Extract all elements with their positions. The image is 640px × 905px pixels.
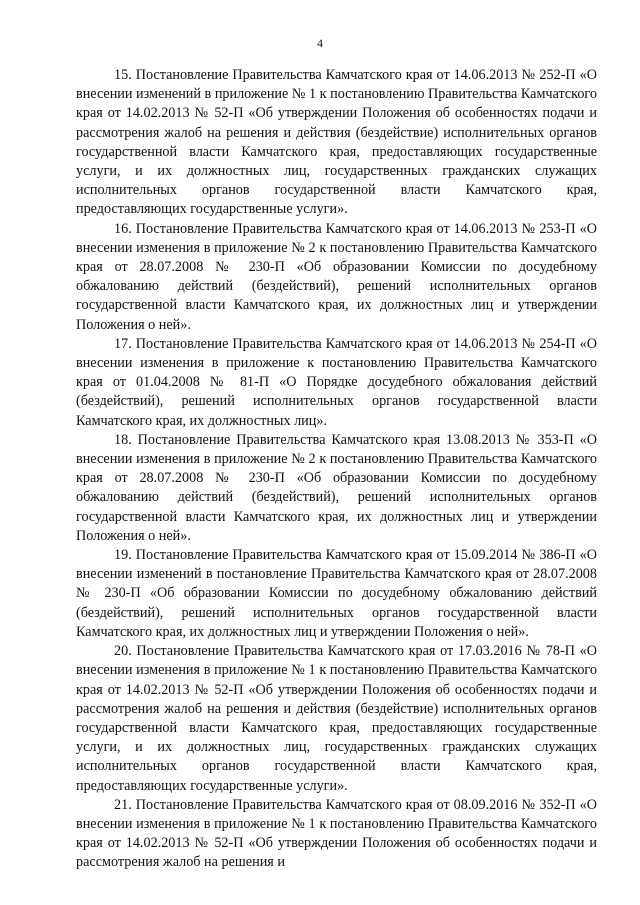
paragraph-17: 17. Постановление Правительства Камчатского края от 14.06.2013 № 254-П «О внесении изменения в приложение к постановлению Правительства Камчатского края от 01.04.2008 № 81-П «О Порядке досудебного обжалования действий (бездействий), решений исполнительных органов государственной власти Камчатского края, их должностных лиц». xyxy=(76,335,597,429)
paragraph-15: 15. Постановление Правительства Камчатского края от 14.06.2013 № 252-П «О внесении изменений в приложение № 1 к постановлению Правительства Камчатского края от 14.02.2013 № 52-П «Об утверждении Положения об особенностях подачи и рассмотрения жалоб на решения и действия (бездействие) исполнительных органов государственной власти Камчатского края, предоставляющих государственные услуги, и их должностных лиц, государственных гражданских служащих исполнительных органов государственной власти Камчатского края, предоставляющих государственные услуги». xyxy=(76,67,597,218)
paragraph-21: 21. Постановление Правительства Камчатского края от 08.09.2016 № 352-П «О внесении изменения в приложение № 1 к постановлению Правительства Камчатского края от 14.02.2013 № 52-П «Об утверждении Положения об особенностях подачи и рассмотрения жалоб на решения и xyxy=(76,796,597,871)
paragraph-18: 18. Постановление Правительства Камчатского края 13.08.2013 № 353-П «О внесении изменения в приложение № 2 к постановлению Правительства Камчатского края от 28.07.2008 № 230-П «Об образовании Комиссии по досудебному обжалованию действий (бездействий), решений исполнительных органов государственной власти Камчатского края, их должностных лиц и утверждении Положения о ней». xyxy=(76,431,597,544)
paragraph-20: 20. Постановление Правительства Камчатского края от 17.03.2016 № 78-П «О внесении изменения в приложение № 1 к постановлению Правительства Камчатского края от 14.02.2013 № 52-П «Об утверждении Положения об особенностях подачи и рассмотрения жалоб на решения и действия (бездействие) исполнительных органов государственной власти Камчатского края, предоставляющих государственные услуги, и их должностных лиц, государственных гражданских служащих исполнительных органов государственной власти Камчатского края, предоставляющих государственные услуги». xyxy=(76,643,597,794)
paragraph-16: 16. Постановление Правительства Камчатского края от 14.06.2013 № 253-П «О внесении изменения в приложение № 2 к постановлению Правительства Камчатского края от 28.07.2008 № 230-П «Об образовании Комиссии по досудебному обжалованию действий (бездействий), решений исполнительных органов государственной власти Камчатского края, их должностных лиц и утверждении Положения о ней». xyxy=(76,220,597,333)
document-body xyxy=(76,66,597,873)
paragraph-19: 19. Постановление Правительства Камчатского края от 15.09.2014 № 386-П «О внесении изменений в постановление Правительства Камчатского края от 28.07.2008 № 230-П «Об образовании Комиссии по досудебному обжалованию действий (бездействий), решений исполнительных органов государственной власти Камчатского края, их должностных лиц и утверждении Положения о ней». xyxy=(76,547,597,640)
page-number: 4 xyxy=(317,36,323,50)
